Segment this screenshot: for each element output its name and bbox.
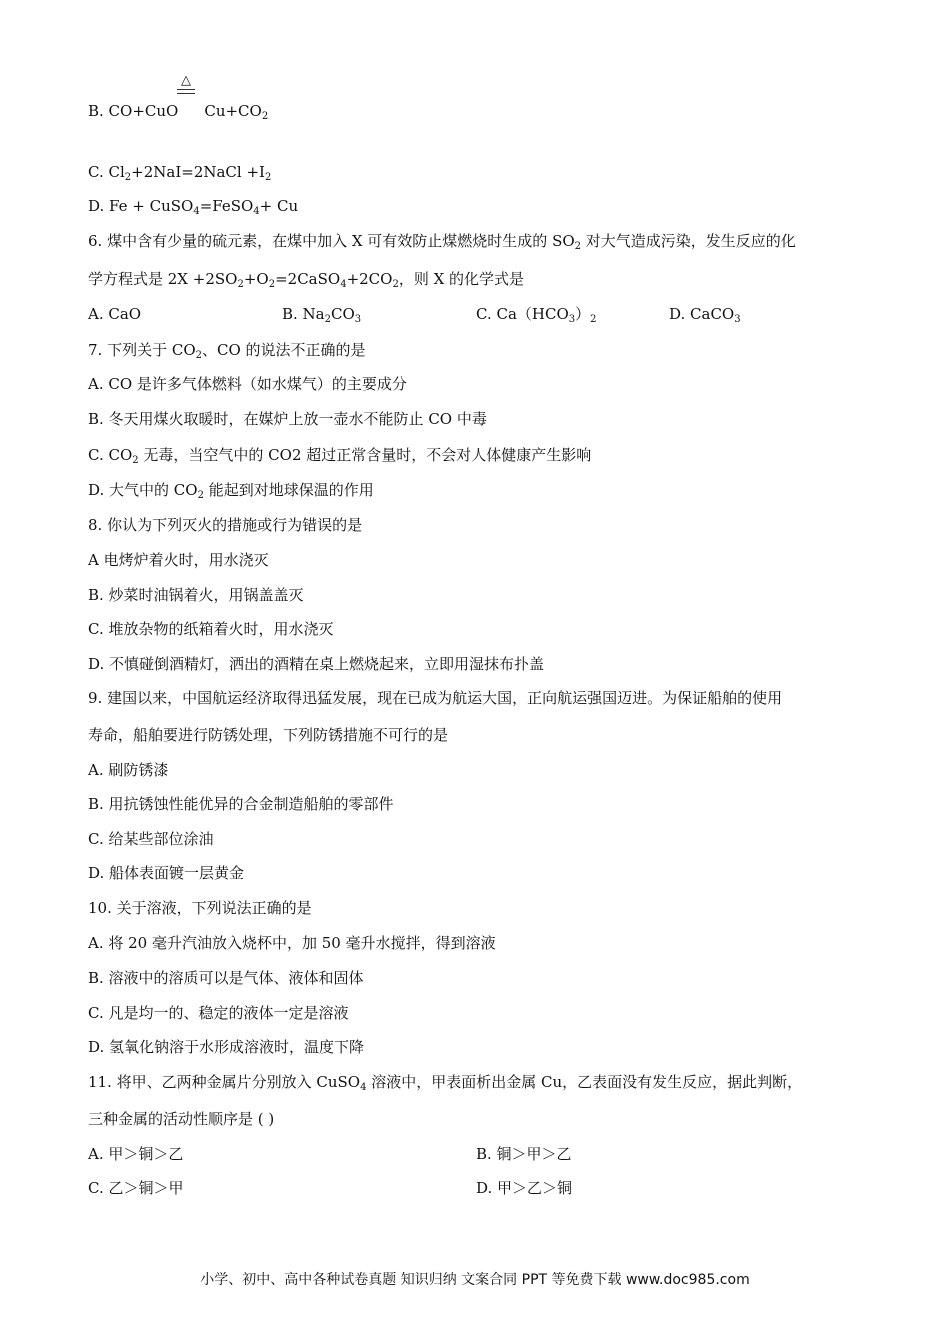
q9-option-d: D. 船体表面镀一层黄金 — [88, 864, 245, 882]
q6-option-c: C. $Ca(HCO_3)_2$ — [476, 305, 597, 325]
q10-option-d: D. 氢氧化钠溶于水形成溶液时，温度下降 — [88, 1038, 365, 1056]
q7-option-c: C. $CO_2$ 无毒，当空气中的 CO2 超过正常含量时，不会对人体健康产生影响 — [88, 446, 592, 466]
q8-option-c: C. 堆放杂物的纸箱着火时，用水浇灭 — [88, 620, 334, 638]
q8-option-b: B. 炒菜时油锅着火，用锅盖盖灭 — [88, 586, 304, 604]
q9-stem-line2: 寿命，船舶要进行防锈处理，下列防锈措施不可行的是 — [88, 726, 449, 744]
q8-stem: 8. 你认为下列灭火的措施或行为错误的是 — [88, 516, 363, 534]
q7-stem: 7. 下列关于 $CO_2$、CO 的说法不正确的是 — [88, 341, 366, 361]
q9-stem-line1: 9. 建国以来，中国航运经济取得迅猛发展，现在已成为航运大国，正向航运强国迈进。为保证船舶的使用 — [88, 689, 783, 707]
q5-option-c: C. $Cl_2+2NaI=2NaCl +I_2$ — [88, 163, 272, 183]
q9-option-b: B. 用抗锈蚀性能优异的合金制造船舶的零部件 — [88, 795, 394, 813]
q11-option-a: A. 甲＞铜＞乙 — [88, 1145, 184, 1163]
q7-option-a: A. CO 是许多气体燃料（如水煤气）的主要成分 — [88, 375, 407, 393]
q9-option-c: C. 给某些部位涂油 — [88, 830, 214, 848]
heating-condition: △ — [176, 74, 196, 95]
q6-option-a: A. CaO — [88, 305, 142, 323]
q6-option-d: D. CaCO$_3$ — [669, 305, 741, 325]
q6-stem-line1: 6. 煤中含有少量的硫元素，在煤中加入 X 可有效防止煤燃烧时生成的 $SO_2$ 对大气造成污染，发生反应的化 — [88, 232, 796, 252]
q10-option-a: A. 将 20 毫升汽油放入烧杯中，加 50 毫升水搅拌，得到溶液 — [88, 934, 496, 952]
q9-option-a: A. 刷防锈漆 — [88, 761, 169, 779]
q11-option-c: C. 乙＞铜＞甲 — [88, 1179, 184, 1197]
q10-stem: 10. 关于溶液，下列说法正确的是 — [88, 899, 312, 917]
q8-option-d: D. 不慎碰倒酒精灯，洒出的酒精在桌上燃烧起来，立即用湿抹布扑盖 — [88, 655, 545, 673]
q11-option-d: D. 甲＞乙＞铜 — [476, 1179, 573, 1197]
q6-stem-line2: 学方程式是 $2X +2SO_2+O_2=2CaSO_4+2CO_2$，则 X 的化学式是 — [88, 270, 525, 290]
q10-option-c: C. 凡是均一的、稳定的液体一定是溶液 — [88, 1004, 349, 1022]
page-footer: 小学、初中、高中各种试卷真题 知识归纳 文案合同 PPT 等免费下载 www.doc985.com — [200, 1272, 750, 1288]
q7-option-b: B. 冬天用煤火取暖时，在媒炉上放一壶水不能防止 CO 中毒 — [88, 410, 487, 428]
q5-option-d: D. Fe + CuSO$_4$=FeSO$_4$+ Cu — [88, 197, 299, 217]
q6-option-b: B. $Na_2CO_3$ — [282, 305, 362, 325]
q11-option-b: B. 铜＞甲＞乙 — [476, 1145, 572, 1163]
q7-option-d: D. 大气中的 $CO_2$ 能起到对地球保温的作用 — [88, 481, 374, 501]
q8-option-a: A 电烤炉着火时，用水浇灭 — [88, 551, 269, 569]
q10-option-b: B. 溶液中的溶质可以是气体、液体和固体 — [88, 969, 364, 987]
q11-stem-line2: 三种金属的活动性顺序是 ( ) — [88, 1110, 275, 1128]
q11-stem-line1: 11. 将甲、乙两种金属片分别放入 CuSO$_4$ 溶液中，甲表面析出金属 Cu，乙表面没有发生反应，据此判断， — [88, 1073, 803, 1093]
q5-option-b: B. CO+CuO $Cu+CO_2$ — [88, 102, 269, 122]
